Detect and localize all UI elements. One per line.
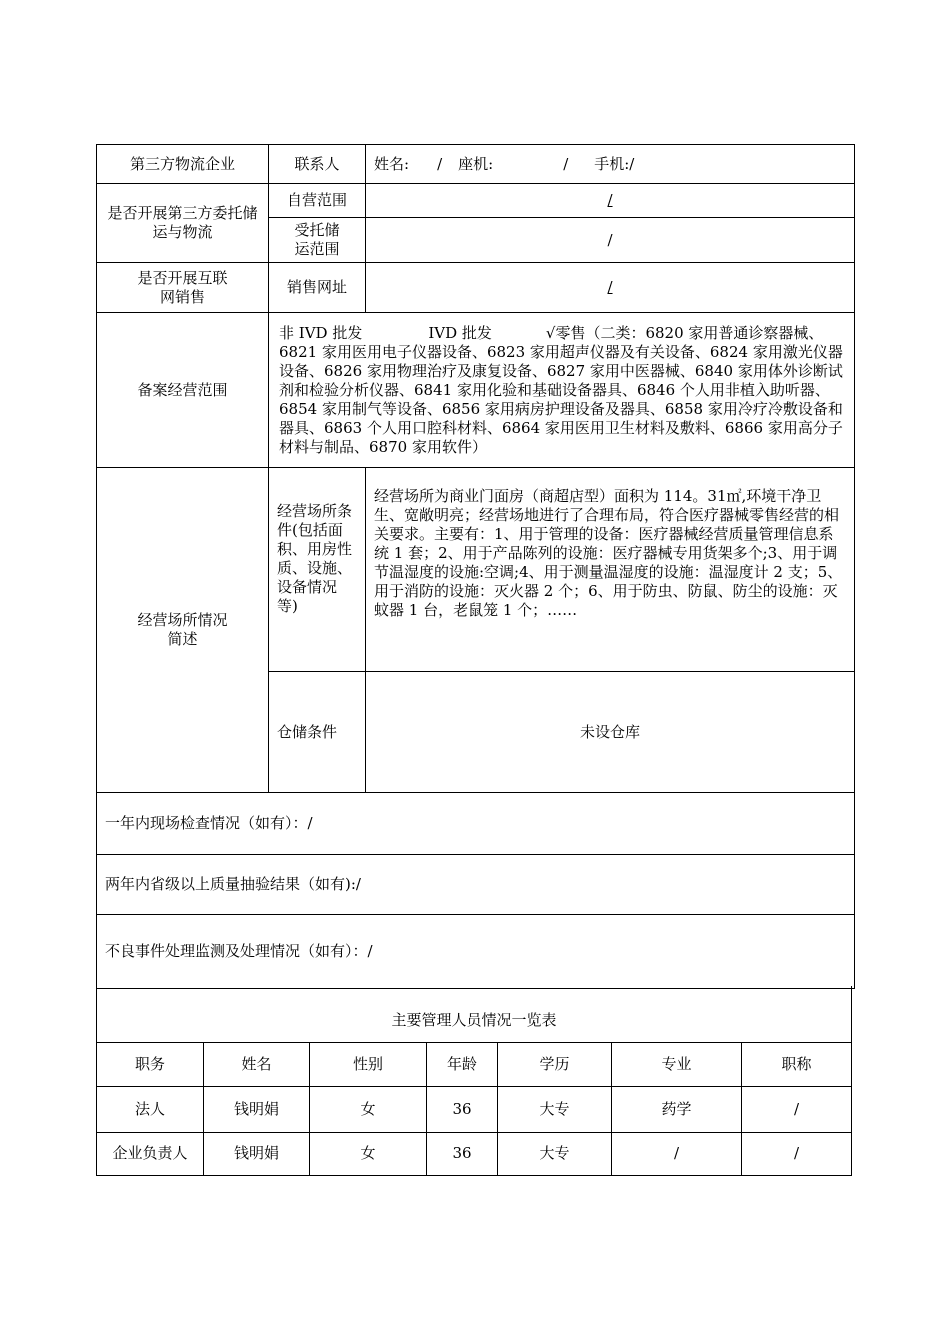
staff-header-row	[97, 1042, 852, 1086]
name-value: /	[437, 154, 443, 173]
staff-table	[96, 986, 852, 1176]
row2-title: /	[742, 1132, 852, 1175]
header-gender: 性别	[310, 1042, 427, 1086]
scope-label: 备案经营范围	[97, 313, 269, 468]
row2-position: 企业负责人	[97, 1132, 204, 1175]
mobile-label: 手机:/	[594, 154, 635, 173]
sampling-row	[97, 855, 855, 915]
online-row	[97, 263, 855, 313]
row1-name: 钱明娟	[204, 1086, 310, 1132]
header-position: 职务	[97, 1042, 204, 1086]
self-scope-row	[97, 184, 855, 218]
entrust-scope-value: /	[366, 218, 855, 263]
entrust-label: 是否开展第三方委托储运与物流	[97, 184, 269, 263]
header-major: 专业	[612, 1042, 742, 1086]
adverse-text: 不良事件处理监测及处理情况（如有）：/	[97, 915, 855, 989]
cond-text: 经营场所为商业门面房（商超店型）面积为 114。31㎡,环境干净卫生、宽敞明亮；经营场地进行了合理布局，符合医疗器械零售经营的相关要求。主要有：1、用于管理的设备：医疗器械经营质量管理信息系统 1 套；2、用于产品陈列的设施：医疗器械专用货架多个;3、用于调节温湿度的设施:空调;4、用于测量温湿度的设施：温湿度计 2 支；5、用于消防的设施：灭火器 2 个；6、用于防虫、防鼠、防尘的设施：灭蚊器 1 台，老鼠笼 1 个；……	[366, 468, 855, 672]
row1-title: /	[742, 1086, 852, 1132]
inspection-text: 一年内现场检查情况（如有）：/	[97, 793, 855, 855]
header-title: 职称	[742, 1042, 852, 1086]
scope-content	[269, 313, 855, 468]
row1-gender: 女	[310, 1086, 427, 1132]
url-text: /	[607, 278, 613, 296]
scope-opt-non-ivd: 非 IVD 批发	[279, 323, 363, 342]
row2-age: 36	[427, 1132, 498, 1175]
phone-label: 座机:	[458, 154, 494, 173]
row2-name: 钱明娟	[204, 1132, 310, 1175]
row1-position: 法人	[97, 1086, 204, 1132]
self-scope-label: 自营范围	[269, 184, 366, 218]
header-name: 姓名	[204, 1042, 310, 1086]
enterprise-info-table	[96, 144, 855, 989]
scope-retail-text: √零售（二类：6820 家用普通诊察器械、6821 家用医用电子仪器设备、6823 家用超声仪器及有关设备、6824 家用激光仪器设备、6826 家用物理治疗及康复设备、6827 家用中医器械、6840 家用体外诊断试剂和检验分析仪器、6841 家用化验和基础设备器具、6846 个人用非植入助听器、6854 家用制气等设备、6856 家用病房护理设备及器具、6858 家用冷疗冷敷设备和器具、6863 个人用口腔科材料、6864 家用医用卫生材料及敷料、6866 家用高分子材料与制品、6870 家用软件）	[279, 323, 843, 456]
scope-row	[97, 313, 855, 468]
logistics-label: 第三方物流企业	[97, 145, 269, 184]
online-label: 是否开展互联网销售	[97, 263, 269, 313]
row2-major: /	[612, 1132, 742, 1175]
header-education: 学历	[498, 1042, 612, 1086]
row2-education: 大专	[498, 1132, 612, 1175]
staff-title-row	[97, 986, 852, 1042]
scope-opt-ivd: IVD 批发	[428, 323, 492, 342]
sampling-text: 两年内省级以上质量抽验结果（如有):/	[97, 855, 855, 915]
contact-info	[366, 145, 855, 184]
cond-label: 经营场所条件(包括面积、用房性质、设施、设备情况等)	[269, 468, 366, 672]
row1-major: 药学	[612, 1086, 742, 1132]
logistics-row	[97, 145, 855, 184]
table-row	[97, 1086, 852, 1132]
phone-value: /	[563, 154, 569, 173]
header-age: 年龄	[427, 1042, 498, 1086]
contact-label: 联系人	[269, 145, 366, 184]
self-scope-value	[366, 184, 855, 218]
self-scope-text: /	[607, 191, 613, 209]
url-value	[366, 263, 855, 313]
entrust-scope-label: 受托储运范围	[269, 218, 366, 263]
premises-label: 经营场所情况简述	[97, 468, 269, 793]
table-row	[97, 1132, 852, 1175]
row1-education: 大专	[498, 1086, 612, 1132]
staff-title: 主要管理人员情况一览表	[97, 986, 852, 1042]
premises-cond-row	[97, 468, 855, 672]
row2-gender: 女	[310, 1132, 427, 1175]
inspection-row	[97, 793, 855, 855]
adverse-row	[97, 915, 855, 989]
url-label: 销售网址	[269, 263, 366, 313]
storage-label: 仓储条件	[269, 672, 366, 793]
storage-value: 未设仓库	[366, 672, 855, 793]
row1-age: 36	[427, 1086, 498, 1132]
name-label: 姓名:	[374, 154, 410, 173]
